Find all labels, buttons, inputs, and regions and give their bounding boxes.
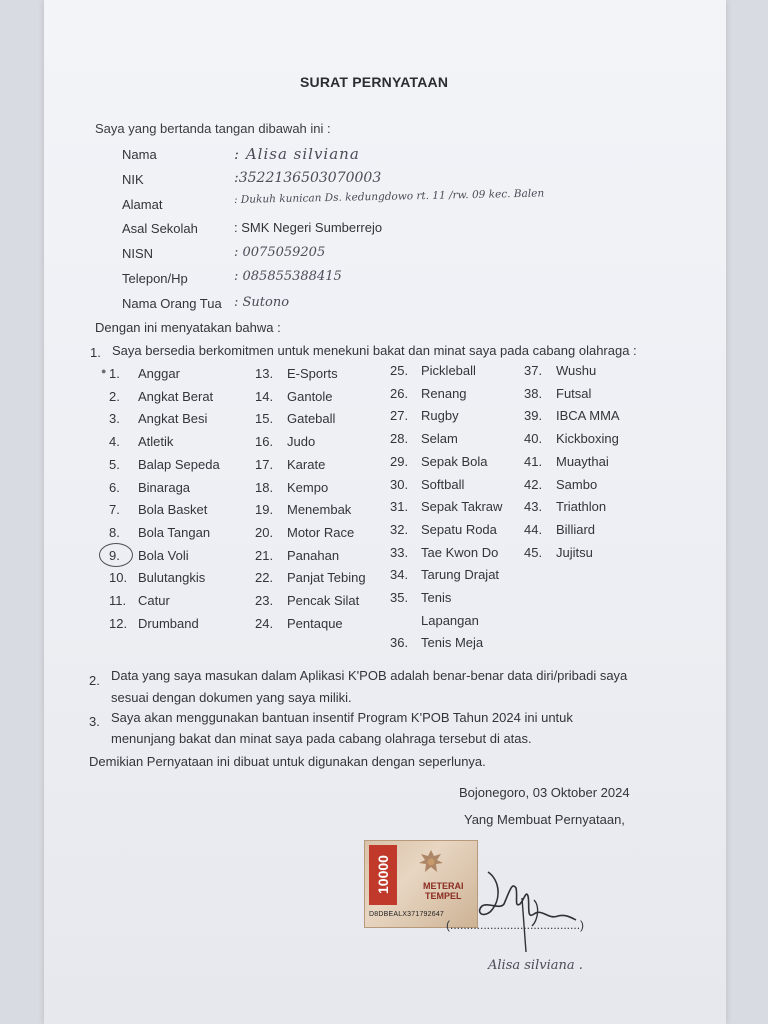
sport-name: Binaraga — [138, 480, 191, 495]
sport-number: 28. — [390, 431, 409, 446]
sport-name: Sepatu Roda — [421, 522, 497, 537]
sport-name: Panahan — [287, 548, 340, 563]
sport-name: Gateball — [287, 411, 336, 426]
sport-number: 2. — [109, 389, 120, 404]
sport-name: Karate — [287, 457, 326, 472]
point-3-line-2: menunjang bakat dan minat saya pada cabang olahraga tersebut di atas. — [111, 731, 532, 746]
sport-number: 11. — [109, 593, 127, 608]
closing-text: Demikian Pernyataan ini dibuat untuk digunakan dengan seperlunya. — [89, 754, 486, 769]
maker-label: Yang Membuat Pernyataan, — [464, 812, 625, 827]
field-value-nisn: : 0075059205 — [234, 245, 326, 260]
sport-number: 45. — [524, 545, 543, 560]
sport-number: 33. — [390, 545, 409, 560]
sport-name: Futsal — [556, 386, 592, 401]
field-value-nama-orang-tua: : Sutono — [234, 295, 290, 310]
sport-number: 16. — [255, 434, 274, 449]
stamp-label-line-2: TEMPEL — [424, 891, 462, 901]
sport-number: 23. — [255, 593, 274, 608]
sport-name: Anggar — [138, 366, 180, 381]
field-value-telepon: : 085855388415 — [234, 269, 342, 284]
sport-name: Angkat Besi — [138, 411, 208, 426]
sport-number: 24. — [255, 616, 274, 631]
sport-name: Wushu — [556, 363, 597, 378]
stamp-value: 10000 — [369, 845, 397, 905]
sport-name: Kempo — [287, 480, 329, 495]
point-3-line-1: Saya akan menggunakan bantuan insentif Program K'POB Tahun 2024 ini untuk — [111, 710, 573, 725]
sport-name: Rugby — [421, 408, 459, 423]
statement-intro: Dengan ini menyatakan bahwa : — [95, 320, 281, 335]
sport-number: 3. — [109, 411, 120, 426]
sport-number: 29. — [390, 454, 409, 469]
sport-name: Bola Voli — [138, 548, 189, 563]
sport-name: Sepak Takraw — [421, 499, 503, 514]
point-2-number: 2. — [89, 673, 100, 688]
field-label-nama: Nama — [122, 147, 157, 162]
stamp-label-line-1: METERAI — [423, 881, 464, 891]
sport-number: 44. — [524, 522, 543, 537]
sport-number: 37. — [524, 363, 543, 378]
point-3-number: 3. — [89, 714, 100, 729]
sport-number: 17. — [255, 457, 274, 472]
field-label-nik: NIK — [122, 172, 144, 187]
sport-number: 4. — [109, 434, 120, 449]
sport-number: 13. — [255, 366, 274, 381]
sport-number: 40. — [524, 431, 543, 446]
sport-number: 26. — [390, 386, 409, 401]
sport-number: 32. — [390, 522, 409, 537]
sport-name: Bola Tangan — [138, 525, 211, 540]
sport-name: Bulutangkis — [138, 570, 206, 585]
sport-name: Billiard — [556, 522, 596, 537]
sport-number: 6. — [109, 480, 120, 495]
sport-name: Catur — [138, 593, 170, 608]
sport-number: 19. — [255, 502, 274, 517]
sport-number: 36. — [390, 635, 409, 650]
field-value-asal-sekolah: : SMK Negeri Sumberrejo — [234, 220, 383, 235]
sport-name: Motor Race — [287, 525, 355, 540]
sport-name: Pentaque — [287, 616, 343, 631]
sport-number: 39. — [524, 408, 543, 423]
field-value-alamat: : Dukuh kunican Ds. kedungdowo rt. 11 /rw. 09 kec. Balen — [233, 187, 545, 206]
sport-name: Atletik — [138, 434, 174, 449]
intro-text: Saya yang bertanda tangan dibawah ini : — [95, 121, 331, 136]
sport-name: Angkat Berat — [138, 389, 214, 404]
sport-number: 30. — [390, 477, 409, 492]
point-1-text: Saya bersedia berkomitmen untuk menekuni bakat dan minat saya pada cabang olahraga : — [112, 343, 637, 358]
sport-number: 12. — [109, 616, 128, 631]
field-value-nik: :3522136503070003 — [234, 170, 382, 186]
field-label-asal-sekolah: Asal Sekolah — [122, 221, 198, 236]
sport-number: 34. — [390, 567, 409, 582]
sport-number: 42. — [524, 477, 543, 492]
sport-number: 35. — [390, 590, 409, 605]
sport-name: Jujitsu — [556, 545, 593, 560]
sport-name: Sepak Bola — [421, 454, 488, 469]
field-label-telepon: Telepon/Hp — [122, 271, 188, 286]
sport-number: 31. — [390, 499, 409, 514]
sport-name: Menembak — [287, 502, 352, 517]
sport-number: 10. — [109, 570, 128, 585]
sport-name: Panjat Tebing — [287, 570, 366, 585]
sport-name: IBCA MMA — [556, 408, 620, 423]
sport-number: 8. — [109, 525, 120, 540]
point-2-line-1: Data yang saya masukan dalam Aplikasi K'POB adalah benar-benar data diri/pribadi saya — [111, 668, 628, 683]
sport-name: Judo — [287, 434, 316, 449]
sport-number: 18. — [255, 480, 274, 495]
field-label-nisn: NISN — [122, 246, 154, 261]
sport-name: Tarung Drajat — [421, 567, 500, 582]
sport-name: Triathlon — [556, 499, 607, 514]
document-title: SURAT PERNYATAAN — [300, 74, 449, 90]
sport-name: Gantole — [287, 389, 333, 404]
sport-number: 38. — [524, 386, 543, 401]
sport-name: Tae Kwon Do — [421, 545, 499, 560]
sport-name: Balap Sepeda — [138, 457, 220, 472]
point-2-line-2: sesuai dengan dokumen yang saya miliki. — [111, 690, 352, 705]
sport-number: 27. — [390, 408, 409, 423]
sport-name: Tenis — [421, 590, 452, 605]
ink-dot: ● — [101, 366, 107, 376]
sport-number: 7. — [109, 502, 120, 517]
sport-name: Bola Basket — [138, 502, 208, 517]
sport-number: 5. — [109, 457, 120, 472]
sport-number: 14. — [255, 389, 274, 404]
sport-number: 22. — [255, 570, 274, 585]
sport-number: 25. — [390, 363, 409, 378]
sport-name: Muaythai — [556, 454, 609, 469]
sport-name: Pickleball — [421, 363, 476, 378]
field-value-nama: : Alisa silviana — [234, 145, 360, 163]
sport-number: 15. — [255, 411, 274, 426]
sport-name: Kickboxing — [556, 431, 619, 446]
sport-number: 20. — [255, 525, 274, 540]
stamp-serial: D8DBEALX371792647 — [369, 911, 445, 918]
signature-scribble — [430, 860, 590, 960]
sport-name: Tenis Meja — [421, 635, 484, 650]
sport-number: 1. — [109, 366, 120, 381]
signature-line: (.......................................) — [446, 918, 585, 932]
sport-number: 9. — [109, 548, 120, 563]
sport-name: Softball — [421, 477, 465, 492]
sport-number: 41. — [524, 454, 543, 469]
sport-name: E-Sports — [287, 366, 338, 381]
field-label-alamat: Alamat — [122, 197, 163, 212]
field-label-nama-orang-tua: Nama Orang Tua — [122, 296, 222, 311]
sport-name: Sambo — [556, 477, 598, 492]
sport-name: Selam — [421, 431, 458, 446]
sport-name: Renang — [421, 386, 467, 401]
sport-number: 21. — [255, 548, 274, 563]
sport-number: 43. — [524, 499, 543, 514]
sport-name: Pencak Silat — [287, 593, 360, 608]
signer-name: Alisa silviana . — [488, 958, 583, 973]
sport-name: Lapangan — [421, 613, 479, 628]
point-1-number: 1. — [90, 345, 101, 360]
place-date: Bojonegoro, 03 Oktober 2024 — [459, 785, 630, 800]
sport-name: Drumband — [138, 616, 199, 631]
